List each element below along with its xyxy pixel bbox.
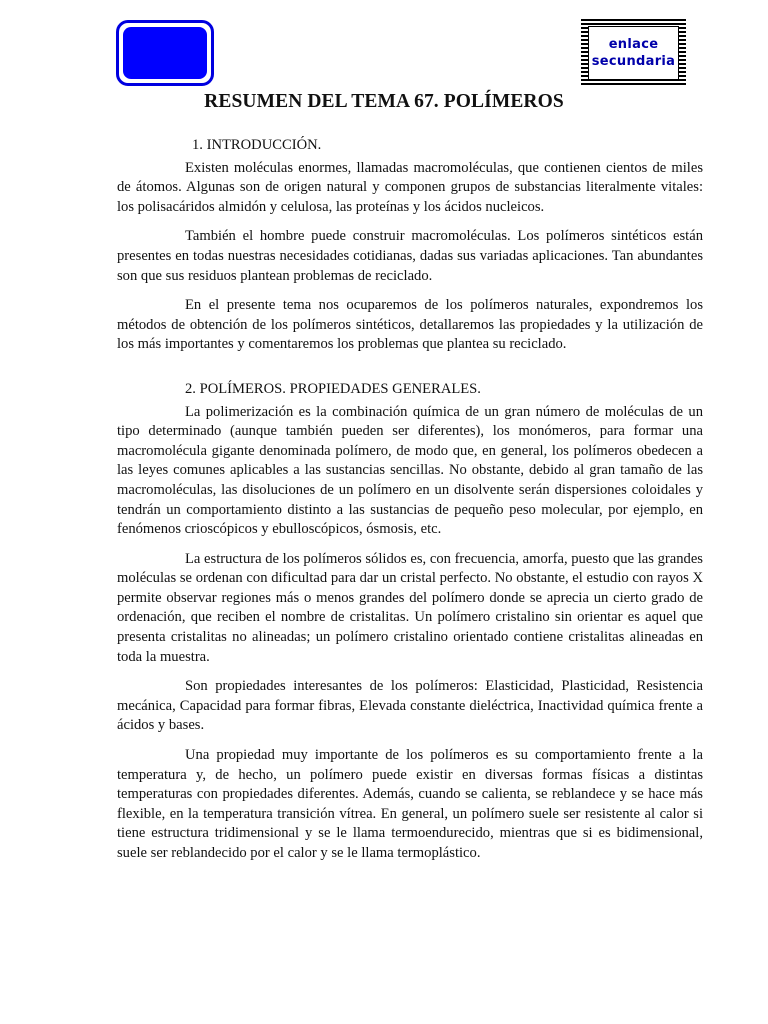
badge-inner [588,26,679,80]
paragraph: Una propiedad muy importante de los polímeros es su comportamiento frente a la temperatura y, de hecho, un polímero puede existir en diversas formas físicas a distintas temperaturas con propiedades diferentes. Además, cuando se calienta, se reblandece y se hace más flexible, en la temperatura transición vítrea. En general, un polímero suele ser resistente al calor si tiene estructura tridimensional y se le llama termoendurecido, mientras que si es bidimensional, suele ser reblandecido por el calor y se le llama termoplástico. [117,747,703,861]
paragraph: La estructura de los polímeros sólidos es, con frecuencia, amorfa, puesto que las grandes moléculas se ordenan con dificultad para dar un cristal perfecto. No obstante, el estudio con rayos X permite observar regiones más o menos grandes del polímero donde se aprecia un cierto grado de ordenación, que reciben el nombre de cristalitas. Un polímero cristalino sin orientar es aquel que presenta cristalitas no alineadas; un polímero cristalino orientado contiene cristalitas alineadas en toda la muestra. [117,550,703,665]
badge-line-2: secundaria [591,54,676,69]
paragraph: En el presente tema nos ocuparemos de los polímeros naturales, expondremos los métodos de obtención de los polímeros sintéticos, detallaremos las propiedades y la utilización de los más importantes y comentaremos los problemas que plantea su reciclado. [117,297,703,353]
paragraph: También el hombre puede construir macromoléculas. Los polímeros sintéticos están presentes en todas nuestras necesidades cotidianas, dadas sus variadas aplicaciones. Tan abundantes son que sus residuos plantean problemas de reciclado. [117,228,703,284]
document-body [117,136,703,874]
paragraph: Son propiedades interesantes de los polímeros: Elasticidad, Plasticidad, Resistencia mecánica, Capacidad para formar fibras, Elevada constante dieléctrica, Inactividad química frente a ácidos y bases. [117,678,703,734]
logo-fill [123,27,207,79]
section-heading-polimeros: 2. POLÍMEROS. PROPIEDADES GENERALES. [185,380,481,397]
logo-icon [116,20,214,86]
paragraph: Existen moléculas enormes, llamadas macromoléculas, que contienen cientos de miles de átomos. Algunas son de origen natural y componen grupos de substancias literalmente vitales: los polisacáridos almidón y celulosa, las proteínas y los ácidos nucleicos. [117,159,703,215]
enlace-secundaria-badge [581,19,686,87]
badge-line-1: enlace [608,37,659,52]
document-title: RESUMEN DEL TEMA 67. POLÍMEROS [204,91,564,112]
paragraph: La polimerización es la combinación química de un gran número de moléculas de un tipo determinado (aunque también pueden ser diferentes), los monómeros, para formar una macromolécula gigante denominada polímero, de modo que, en general, los polímeros obedecen a las leyes comunes aplicables a las sustancias sencillas. No obstante, debido al gran tamaño de las macromoléculas, las disoluciones de un polímero en un disolvente serán dispersiones coloidales y tendrán un comportamiento distinto a las sustancias de pequeño peso molecular, por ejemplo, en fenómenos crioscópicos y ebulloscópicos, ósmosis, etc. [117,403,703,538]
section-heading-introduccion: 1. INTRODUCCIÓN. [192,137,322,153]
